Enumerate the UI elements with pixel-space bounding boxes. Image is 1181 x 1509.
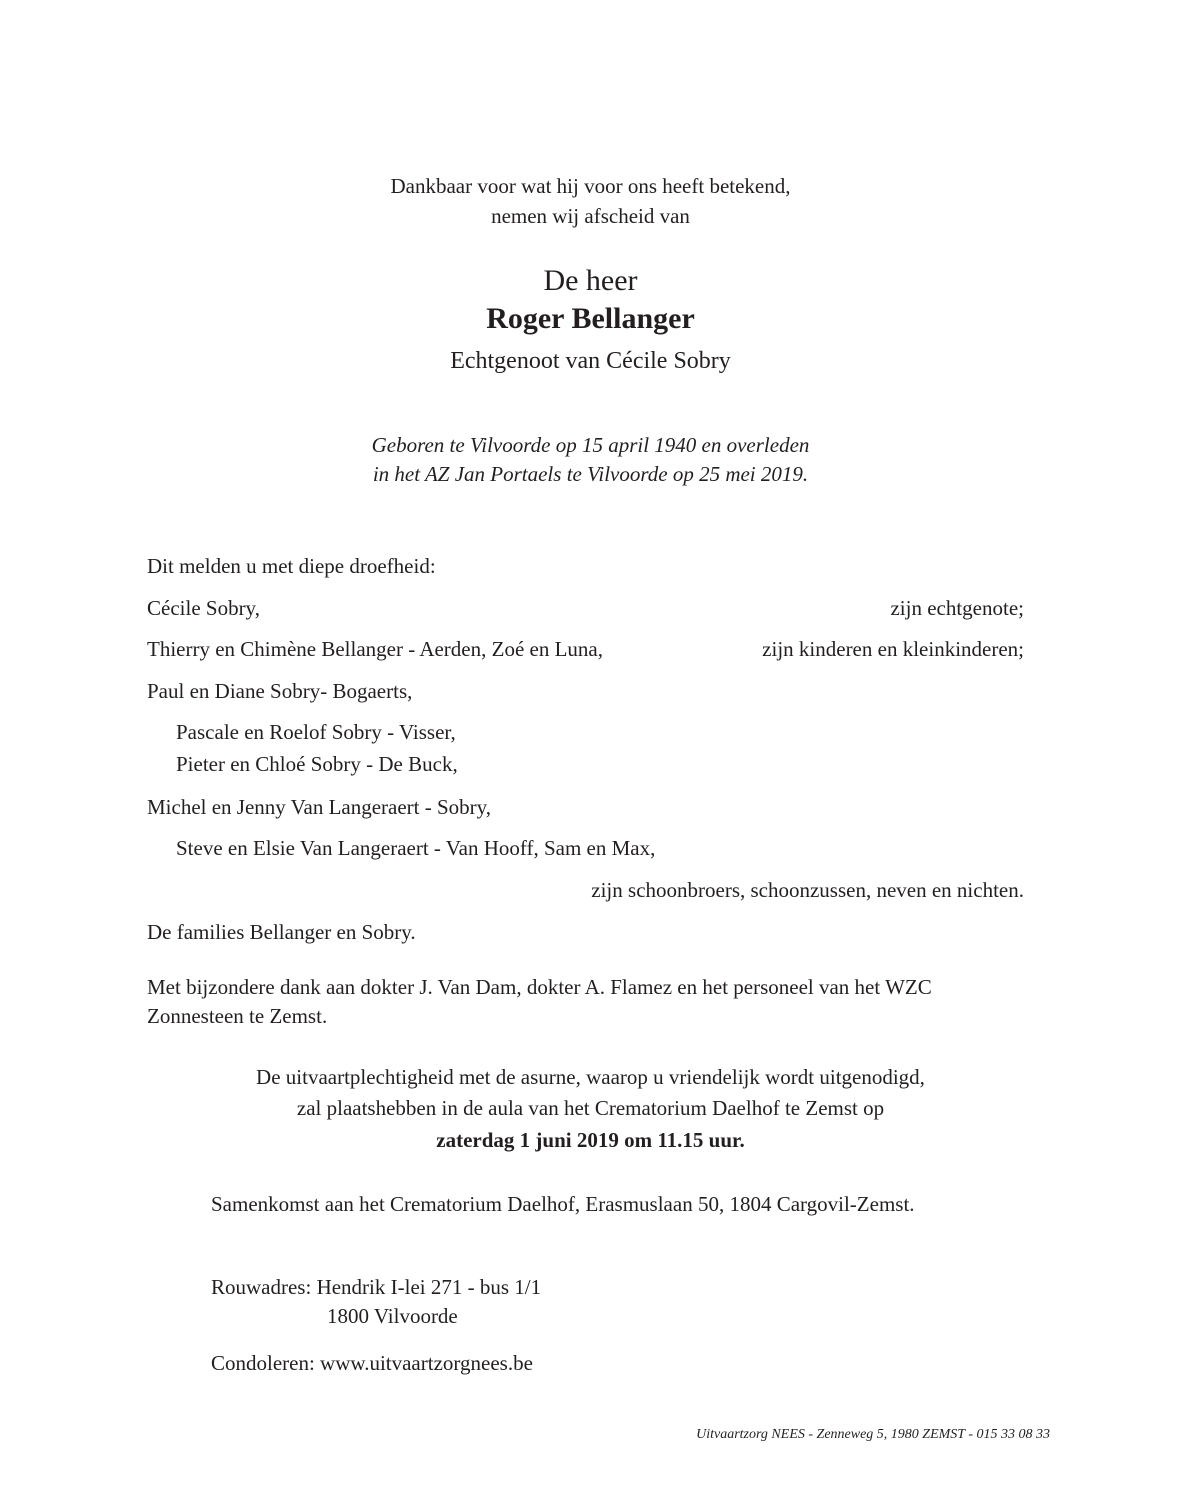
family-families: De families Bellanger en Sobry. [147, 920, 416, 944]
mourning-address-city: 1800 Vilvoorde [327, 1304, 458, 1328]
family-spouse-relation: zijn echtgenote; [890, 596, 1024, 620]
family-inlaw-1-sub-2: Pieter en Chloé Sobry - De Buck, [176, 752, 458, 776]
announcement: Dit melden u met diepe droefheid: [147, 554, 436, 578]
family-spouse: Cécile Sobry, [147, 596, 260, 620]
thanks-line-1: Met bijzondere dank aan dokter J. Van Dam, dokter A. Flamez en het personeel van het WZC [147, 975, 932, 999]
intro-line-2: nemen wij afscheid van [491, 204, 690, 228]
deceased-title: De heer [543, 264, 638, 297]
family-children: Thierry en Chimène Bellanger - Aerden, Zoé en Luna, [147, 637, 603, 661]
family-inlaw-2: Michel en Jenny Van Langeraert - Sobry, [147, 795, 492, 819]
birth-death-line-1: Geboren te Vilvoorde op 15 april 1940 en overleden [371, 433, 810, 457]
mourning-address-label: Rouwadres: Hendrik I-lei 271 - bus 1/1 [211, 1275, 542, 1299]
gathering-info: Samenkomst aan het Crematorium Daelhof, Erasmuslaan 50, 1804 Cargovil-Zemst. [211, 1192, 915, 1216]
deceased-spouse-line: Echtgenoot van Cécile Sobry [450, 348, 731, 374]
funeral-home-footer: Uitvaartzorg NEES - Zenneweg 5, 1980 ZEMST - 015 33 08 33 [696, 1427, 1050, 1442]
family-inlaw-1-sub-1: Pascale en Roelof Sobry - Visser, [176, 720, 456, 744]
ceremony-date: zaterdag 1 juni 2019 om 11.15 uur. [436, 1128, 745, 1152]
condolences-link: Condoleren: www.uitvaartzorgnees.be [211, 1351, 533, 1375]
family-inlaws-relation: zijn schoonbroers, schoonzussen, neven en nichten. [591, 878, 1024, 902]
thanks-line-2: Zonnesteen te Zemst. [147, 1004, 328, 1028]
ceremony-line-1: De uitvaartplechtigheid met de asurne, waarop u vriendelijk wordt uitgenodigd, [256, 1065, 925, 1089]
family-inlaw-1: Paul en Diane Sobry- Bogaerts, [147, 679, 413, 703]
family-children-relation: zijn kinderen en kleinkinderen; [762, 637, 1024, 661]
ceremony-line-2: zal plaatshebben in de aula van het Crematorium Daelhof te Zemst op [296, 1096, 885, 1120]
deceased-name: Roger Bellanger [486, 302, 695, 335]
birth-death-line-2: in het AZ Jan Portaels te Vilvoorde op 25 mei 2019. [372, 462, 809, 486]
family-inlaw-2-sub-1: Steve en Elsie Van Langeraert - Van Hooff, Sam en Max, [176, 836, 656, 860]
intro-line-1: Dankbaar voor wat hij voor ons heeft betekend, [390, 174, 791, 198]
